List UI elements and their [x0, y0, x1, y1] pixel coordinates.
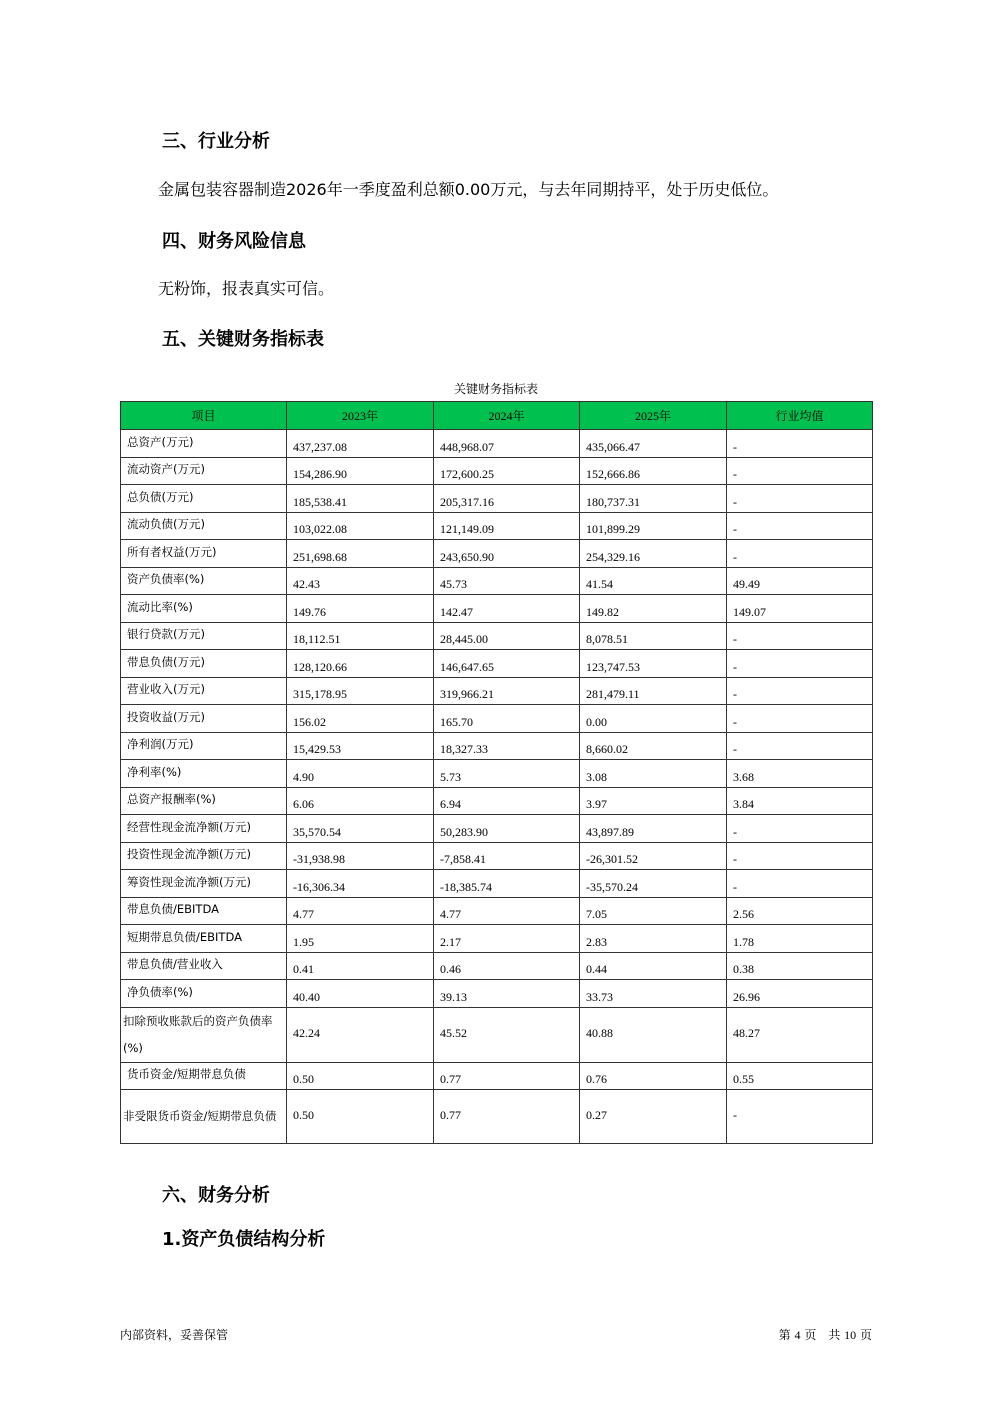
header-2024: 2024年 [434, 402, 580, 430]
cell-2023: 18,112.51 [287, 622, 434, 650]
cell-2025: 0.44 [580, 952, 727, 980]
cell-industry-avg: - [727, 485, 873, 513]
table-row [121, 677, 873, 705]
table-row [121, 457, 873, 485]
table-header-row [121, 402, 873, 430]
table-row [121, 787, 873, 815]
table-row [121, 842, 873, 870]
cell-industry-avg: 49.49 [727, 567, 873, 595]
cell-industry-avg: 26.96 [727, 980, 873, 1008]
cell-2025: 101,899.29 [580, 512, 727, 540]
cell-2023: 40.40 [287, 980, 434, 1008]
cell-2023: 0.50 [287, 1090, 434, 1144]
table-row [121, 952, 873, 980]
cell-2025: 152,666.86 [580, 457, 727, 485]
row-label: 带息负债/营业收入 [121, 952, 287, 980]
cell-2025: 7.05 [580, 897, 727, 925]
table-row [121, 1062, 873, 1090]
cell-2024: 18,327.33 [434, 732, 580, 760]
cell-2025: 0.27 [580, 1090, 727, 1144]
section-title-risk: 四、财务风险信息 [162, 231, 306, 252]
cell-industry-avg: - [727, 457, 873, 485]
risk-paragraph: 无粉饰，报表真实可信。 [158, 279, 335, 298]
table-row [121, 732, 873, 760]
header-item: 项目 [121, 402, 287, 430]
header-2023: 2023年 [287, 402, 434, 430]
cell-2023: 42.43 [287, 567, 434, 595]
row-label: 总资产报酬率(%) [121, 787, 287, 815]
page-suffix: 页 [859, 1328, 872, 1342]
cell-2023: 437,237.08 [287, 430, 434, 458]
table-row [121, 567, 873, 595]
cell-2024: 142.47 [434, 595, 580, 623]
cell-industry-avg: - [727, 677, 873, 705]
cell-2023: 251,698.68 [287, 540, 434, 568]
page-mid: 页 共 [804, 1328, 841, 1342]
section-title-key-table: 五、关键财务指标表 [162, 329, 324, 350]
row-label: 投资收益(万元) [121, 705, 287, 733]
table-row [121, 925, 873, 953]
row-label: 所有者权益(万元) [121, 540, 287, 568]
page-number: 4 [794, 1328, 801, 1342]
row-label: 经营性现金流净额(万元) [121, 815, 287, 843]
cell-industry-avg: - [727, 870, 873, 898]
cell-2023: 154,286.90 [287, 457, 434, 485]
row-label: 净利率(%) [121, 760, 287, 788]
cell-2023: 103,022.08 [287, 512, 434, 540]
header-industry-avg: 行业均值 [727, 402, 873, 430]
cell-2024: 172,600.25 [434, 457, 580, 485]
row-label: 筹资性现金流净额(万元) [121, 870, 287, 898]
cell-2023: -16,306.34 [287, 870, 434, 898]
row-label: 营业收入(万元) [121, 677, 287, 705]
cell-2023: 15,429.53 [287, 732, 434, 760]
cell-2025: 8,660.02 [580, 732, 727, 760]
header-2025: 2025年 [580, 402, 727, 430]
cell-2023: 35,570.54 [287, 815, 434, 843]
cell-industry-avg: 48.27 [727, 1007, 873, 1062]
row-label: 扣除预收账款后的资产负债率(%) [121, 1007, 287, 1062]
page-prefix: 第 [778, 1328, 791, 1342]
cell-2024: -7,858.41 [434, 842, 580, 870]
cell-industry-avg: 0.38 [727, 952, 873, 980]
cell-industry-avg: - [727, 540, 873, 568]
cell-2023: 149.76 [287, 595, 434, 623]
cell-2025: 180,737.31 [580, 485, 727, 513]
cell-2025: 41.54 [580, 567, 727, 595]
cell-industry-avg: - [727, 622, 873, 650]
cell-2025: -26,301.52 [580, 842, 727, 870]
cell-2025: 33.73 [580, 980, 727, 1008]
table-row [121, 815, 873, 843]
row-label: 总负债(万元) [121, 485, 287, 513]
cell-2023: 42.24 [287, 1007, 434, 1062]
cell-2024: 4.77 [434, 897, 580, 925]
cell-2024: 2.17 [434, 925, 580, 953]
cell-2024: 0.77 [434, 1090, 580, 1144]
row-label: 非受限货币资金/短期带息负债 [121, 1090, 287, 1144]
section-title-industry: 三、行业分析 [162, 131, 270, 152]
cell-2023: 315,178.95 [287, 677, 434, 705]
cell-industry-avg: 3.68 [727, 760, 873, 788]
table-row [121, 980, 873, 1008]
cell-2024: 0.46 [434, 952, 580, 980]
table-row [121, 540, 873, 568]
cell-2024: 6.94 [434, 787, 580, 815]
row-label: 资产负债率(%) [121, 567, 287, 595]
cell-2023: 0.50 [287, 1062, 434, 1090]
cell-2025: 123,747.53 [580, 650, 727, 678]
table-row [121, 1090, 873, 1144]
cell-2024: 28,445.00 [434, 622, 580, 650]
table-row [121, 897, 873, 925]
industry-paragraph: 金属包装容器制造2026年一季度盈利总额0.00万元，与去年同期持平，处于历史低位。 [158, 180, 779, 199]
cell-2023: 4.77 [287, 897, 434, 925]
cell-2023: 128,120.66 [287, 650, 434, 678]
cell-industry-avg: - [727, 1090, 873, 1144]
cell-2024: 448,968.07 [434, 430, 580, 458]
cell-2024: 0.77 [434, 1062, 580, 1090]
cell-2025: -35,570.24 [580, 870, 727, 898]
cell-2024: 319,966.21 [434, 677, 580, 705]
cell-industry-avg: - [727, 732, 873, 760]
row-label: 投资性现金流净额(万元) [121, 842, 287, 870]
cell-2025: 435,066.47 [580, 430, 727, 458]
cell-2024: 165.70 [434, 705, 580, 733]
table-row [121, 595, 873, 623]
footer-confidential-note: 内部资料，妥善保管 [120, 1328, 229, 1342]
table-row [121, 1007, 873, 1062]
cell-industry-avg: 1.78 [727, 925, 873, 953]
row-label: 流动资产(万元) [121, 457, 287, 485]
cell-2023: 1.95 [287, 925, 434, 953]
subsection-title-structure: 1.资产负债结构分析 [162, 1229, 326, 1250]
key-financial-table [120, 401, 873, 1144]
cell-2025: 2.83 [580, 925, 727, 953]
cell-2025: 8,078.51 [580, 622, 727, 650]
cell-2023: 6.06 [287, 787, 434, 815]
row-label: 净负债率(%) [121, 980, 287, 1008]
cell-2024: 45.73 [434, 567, 580, 595]
cell-2024: 205,317.16 [434, 485, 580, 513]
cell-2025: 3.08 [580, 760, 727, 788]
row-label: 银行贷款(万元) [121, 622, 287, 650]
row-label: 短期带息负债/EBITDA [121, 925, 287, 953]
table-row [121, 622, 873, 650]
table-row [121, 705, 873, 733]
table-row [121, 650, 873, 678]
table-row [121, 485, 873, 513]
row-label: 流动负债(万元) [121, 512, 287, 540]
cell-2023: 156.02 [287, 705, 434, 733]
cell-2025: 0.00 [580, 705, 727, 733]
cell-2025: 43,897.89 [580, 815, 727, 843]
row-label: 带息负债(万元) [121, 650, 287, 678]
cell-industry-avg: - [727, 430, 873, 458]
cell-industry-avg: - [727, 705, 873, 733]
cell-2024: 121,149.09 [434, 512, 580, 540]
cell-2025: 0.76 [580, 1062, 727, 1090]
cell-2023: 4.90 [287, 760, 434, 788]
cell-2024: 146,647.65 [434, 650, 580, 678]
cell-2023: 185,538.41 [287, 485, 434, 513]
cell-2024: 5.73 [434, 760, 580, 788]
row-label: 净利润(万元) [121, 732, 287, 760]
cell-2024: -18,385.74 [434, 870, 580, 898]
cell-industry-avg: 149.07 [727, 595, 873, 623]
cell-2023: -31,938.98 [287, 842, 434, 870]
row-label: 带息负债/EBITDA [121, 897, 287, 925]
cell-2024: 45.52 [434, 1007, 580, 1062]
row-label: 总资产(万元) [121, 430, 287, 458]
cell-industry-avg: - [727, 815, 873, 843]
cell-2023: 0.41 [287, 952, 434, 980]
table-caption: 关键财务指标表 [453, 382, 538, 396]
cell-2025: 281,479.11 [580, 677, 727, 705]
cell-2025: 254,329.16 [580, 540, 727, 568]
cell-industry-avg: 2.56 [727, 897, 873, 925]
footer-page-indicator [779, 1326, 872, 1343]
table-row [121, 430, 873, 458]
cell-2024: 243,650.90 [434, 540, 580, 568]
table-row [121, 760, 873, 788]
table-row [121, 870, 873, 898]
row-label: 货币资金/短期带息负债 [121, 1062, 287, 1090]
table-row [121, 512, 873, 540]
cell-2025: 149.82 [580, 595, 727, 623]
cell-industry-avg: 3.84 [727, 787, 873, 815]
row-label: 流动比率(%) [121, 595, 287, 623]
section-title-analysis: 六、财务分析 [162, 1185, 270, 1206]
cell-industry-avg: - [727, 512, 873, 540]
cell-industry-avg: 0.55 [727, 1062, 873, 1090]
table-body [121, 430, 873, 1144]
cell-2024: 39.13 [434, 980, 580, 1008]
cell-2025: 3.97 [580, 787, 727, 815]
cell-industry-avg: - [727, 650, 873, 678]
cell-2025: 40.88 [580, 1007, 727, 1062]
page-total: 10 [844, 1328, 857, 1342]
cell-2024: 50,283.90 [434, 815, 580, 843]
cell-industry-avg: - [727, 842, 873, 870]
